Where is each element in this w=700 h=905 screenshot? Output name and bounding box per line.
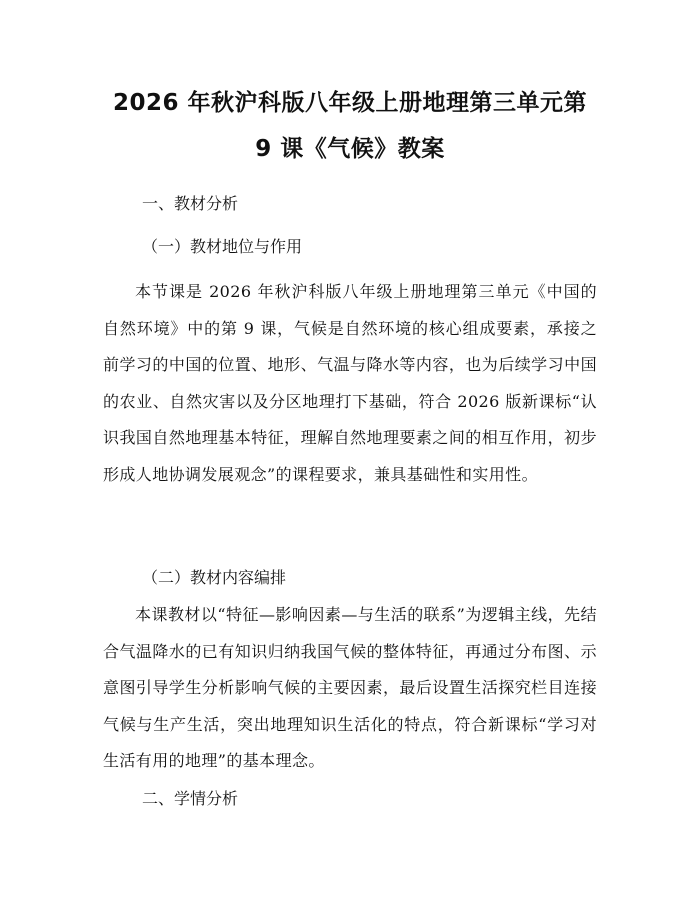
document-title-line2: 9 课《气候》教案	[255, 136, 445, 162]
section-heading-student-analysis: 二、学情分析	[142, 789, 239, 808]
document-title-line1: 2026 年秋沪科版八年级上册地理第三单元第	[112, 90, 588, 116]
subsection-heading-content: （二）教材内容编排	[142, 568, 287, 587]
paragraph-role: 本节课是 2026 年秋沪科版八年级上册地理第三单元《中国的自然环境》中的第 9 课，气候是自然环境的核心组成要素，承接之前学习的中国的位置、地形、气温与降水等内容，也为后续学习中国的农业、自然灾害以及分区地理打下基础，符合 2026 版新课标“认识我国自然地理基本特征，理解自然地理要素之间的相互作用，初步形成人地协调发展观念”的课程要求，兼具基础性和实用性。	[103, 282, 597, 484]
section-heading-textbook-analysis: 一、教材分析	[142, 194, 239, 213]
paragraph-content: 本课教材以“特征—影响因素—与生活的联系”为逻辑主线，先结合气温降水的已有知识归纳我国气候的整体特征，再通过分布图、示意图引导学生分析影响气候的主要因素，最后设置生活探究栏目连接气候与生产生活，突出地理知识生活化的特点，符合新课标“学习对生活有用的地理”的基本理念。	[103, 605, 597, 771]
subsection-heading-role: （一）教材地位与作用	[142, 237, 303, 256]
